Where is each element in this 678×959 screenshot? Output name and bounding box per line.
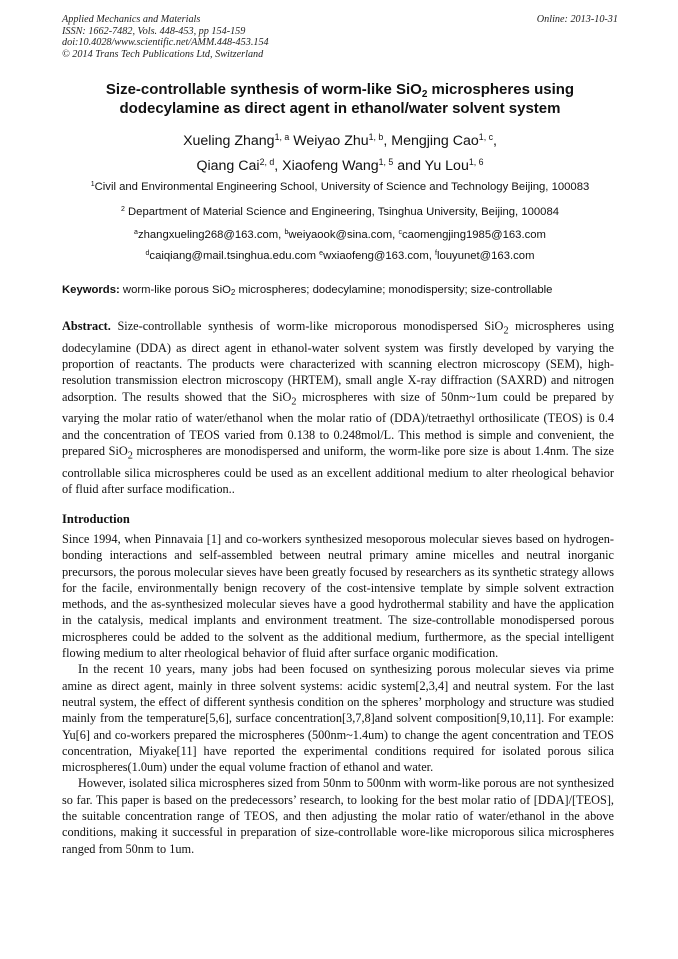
email-link[interactable]: caiqiang@mail.tsinghua.edu.com <box>149 250 317 262</box>
author: Mengjing Cao$^{1, c}$, <box>391 132 497 149</box>
keywords-label: Keywords: <box>62 284 120 296</box>
author: Yu Lou$^{1, 6}$ <box>424 157 484 174</box>
affiliation-1: $^1$Civil and Environmental Engineering School, University of Science and Technology Beijing, 100083 <box>90 181 590 193</box>
abstract-label: Abstract. <box>62 319 111 333</box>
email-link[interactable]: wxiaofeng@163.com, <box>323 250 432 262</box>
email-link[interactable]: zhangxueling268@163.com, <box>137 229 282 241</box>
title-line-2: dodecylamine as direct agent in ethanol/water solvent system <box>119 100 561 117</box>
paper-title <box>62 80 618 118</box>
paragraph: In the recent 10 years, many jobs had been focused on synthesizing porous molecular sieves via prime amine as direct agent, mainly in three solvent systems: acidic system[2,3,4] and neutral system. For the last neutral system, the effect of different synthesis condition on the spheres’ morphology and structure was studied mainly from the temperature[5,6], surface concentration[3,7,8]and solvent composition[9,10,11]. For example: Yu[6] and co-workers prepared the microspheres (500nm~1.4um) to change the agent concentration and TEOS concentration, Miyake[11] have reported the experimental conditions required for isolated porous silica microspheres(1.0um) under the equal volume fraction of ethanol and water. <box>62 662 614 775</box>
introduction-heading: Introduction <box>62 512 130 526</box>
doi-line: doi:10.4028/www.scientific.net/AMM.448-453.154 <box>62 37 269 49</box>
paragraph: However, isolated silica microspheres sized from 50nm to 500nm with worm-like porous are not synthesized so far. This paper is based on the predecessors’ research, to looking for the best molar ratio of [DDA]/[TEOS], the suitable concentration range of TEOS, and then adjusting the molar ratio of water/ethanol in the above conditions, making it successful in preparation of size-controllable wore-like microporous silica microspheres ranged from 50nm to 1um. <box>62 776 615 856</box>
keywords: Keywords: worm-like porous SiO$_2$ microspheres; dodecylamine; monodispersity; size-controllable <box>62 284 553 297</box>
journal-name: Applied Mechanics and Materials <box>62 14 201 25</box>
author-line-2 <box>62 154 618 179</box>
introduction-body <box>62 531 614 857</box>
abstract: Abstract. Size-controllable synthesis of worm-like microporous monodispersed SiO$_2$ microspheres using dodecylamine (DDA) as direct agent in ethanol-water solvent system was firstly developed by varying the proportion of reactants. The products were characterized with scanning electron microscopy (SEM), high-resolution transmission electron microscopy (HRTEM), small angle X-ray diffraction (SAXRD) and nitrogen adsorption. The results showed that the SiO$_2$ microspheres with size of 50nm~1um could be prepared by varying the molar ratio of water/ethanol when the molar ratio of (DDA)/tetraethyl orthosilicate (TEOS) is 0.4 and the concentration of TEOS varied from 0.138 to 0.248mol/L. This method is simple and convenient, the prepared SiO$_2$ microspheres are monodispersed and uniform, the worm-like pore size is about 1.4nm. The size controllable silica microspheres could be used as an excellent additional medium to alter rheological behavior of fluid after surface modification.. <box>62 319 614 497</box>
email-link[interactable]: weiyaook@sina.com, <box>288 229 396 241</box>
email-link[interactable]: caomengjing1985@163.com <box>401 229 546 241</box>
author: Qiang Cai$^{2, d}$, <box>196 157 279 174</box>
issn-line: ISSN: 1662-7482, Vols. 448-453, pp 154-159 <box>62 25 246 37</box>
email-line-1: $^a$zhangxueling268@163.com, $^b$weiyaook@sina.com, $^c$caomengjing1985@163.com <box>134 229 546 241</box>
title-line-1: Size-controllable synthesis of worm-like SiO$_2$ microspheres using <box>105 81 575 100</box>
online-date: Online: 2013-10-31 <box>536 14 618 25</box>
paragraph: Since 1994, when Pinnavaia [1] and co-workers synthesized mesoporous molecular sieves based on hydrogen-bonding interactions and self-assembled between neutral primary amine micelles and neutral inorganic precursors, the porous molecular sieves have been greatly focused by researchers as its synthetic strategy allows for the facile, environmentally benign recovery of the cost-intensive template by simple solvent extraction methods, and the as-synthesized molecular sieves have a good hydrothermal stability and have the application in the catalysis, medical implants and environment treatment. The size-controllable monodispersed porous microspheres could be added to the solvent as the additional medium, furthermore, as the special intelligent flowing medium to alter rheological behavior of fluid after surface organic modification. <box>62 532 614 661</box>
email-line-2: $^d$caiqiang@mail.tsinghua.edu.com $^e$wxiaofeng@163.com, $^f$louyunet@163.com <box>145 250 535 262</box>
email-link[interactable]: louyunet@163.com <box>436 250 535 262</box>
copyright-line: © 2014 Trans Tech Publications Ltd, Switzerland <box>62 48 264 60</box>
author: Xiaofeng Wang$^{1, 5}$ <box>282 157 394 174</box>
affiliation-2: $^2$ Department of Material Science and Engineering, Tsinghua University, Beijing, 100084 <box>120 206 560 218</box>
journal-header <box>62 14 618 60</box>
author: Weiyao Zhu$^{1, b}$, <box>293 132 388 149</box>
author-list <box>62 129 618 179</box>
author-line-1 <box>62 129 618 154</box>
author-conjunction: and <box>397 158 421 174</box>
author: Xueling Zhang$^{1, a}$ <box>183 132 290 149</box>
